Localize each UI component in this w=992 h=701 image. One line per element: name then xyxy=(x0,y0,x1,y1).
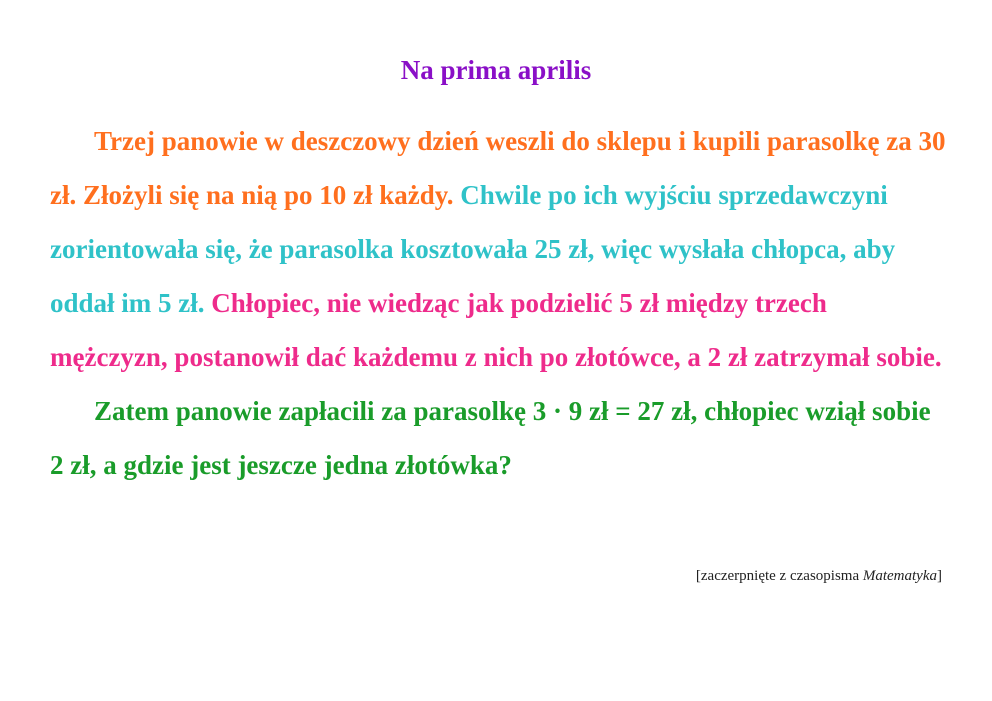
paragraph-story xyxy=(50,114,950,384)
story-part-refund: Chwile po ich wyjściu sprzedawczyni zorientowała się, że parasolka kosztowała 25 zł, więc wysłała chłopca, aby oddał im 5 zł. xyxy=(50,180,896,318)
source-close-bracket: ] xyxy=(937,568,942,584)
source-prefix: zaczerpnięte z czasopisma xyxy=(700,568,863,584)
document-title: Na prima aprilis xyxy=(400,55,592,85)
story-part-purchase: Trzej panowie w deszczowy dzień weszli do sklepu i kupili parasolkę za 30 zł. Złożyli się na nią po 10 zł każdy. xyxy=(50,126,946,210)
source-journal: Matematyka xyxy=(862,568,937,584)
source-open-bracket: [ xyxy=(695,568,701,584)
story-part-boy: Chłopiec, nie wiedząc jak podzielić 5 zł między trzech mężczyzn, postanowił dać każdemu z nich po złotówce, a 2 zł zatrzymał sobie. xyxy=(50,288,942,372)
paragraph-question: Zatem panowie zapłacili za parasolkę 3 · 9 zł = 27 zł, chłopiec wziął sobie 2 zł, a gdzie jest jeszcze jedna złotówka? xyxy=(50,396,931,480)
source-citation xyxy=(696,566,942,586)
puzzle-text xyxy=(50,114,950,492)
